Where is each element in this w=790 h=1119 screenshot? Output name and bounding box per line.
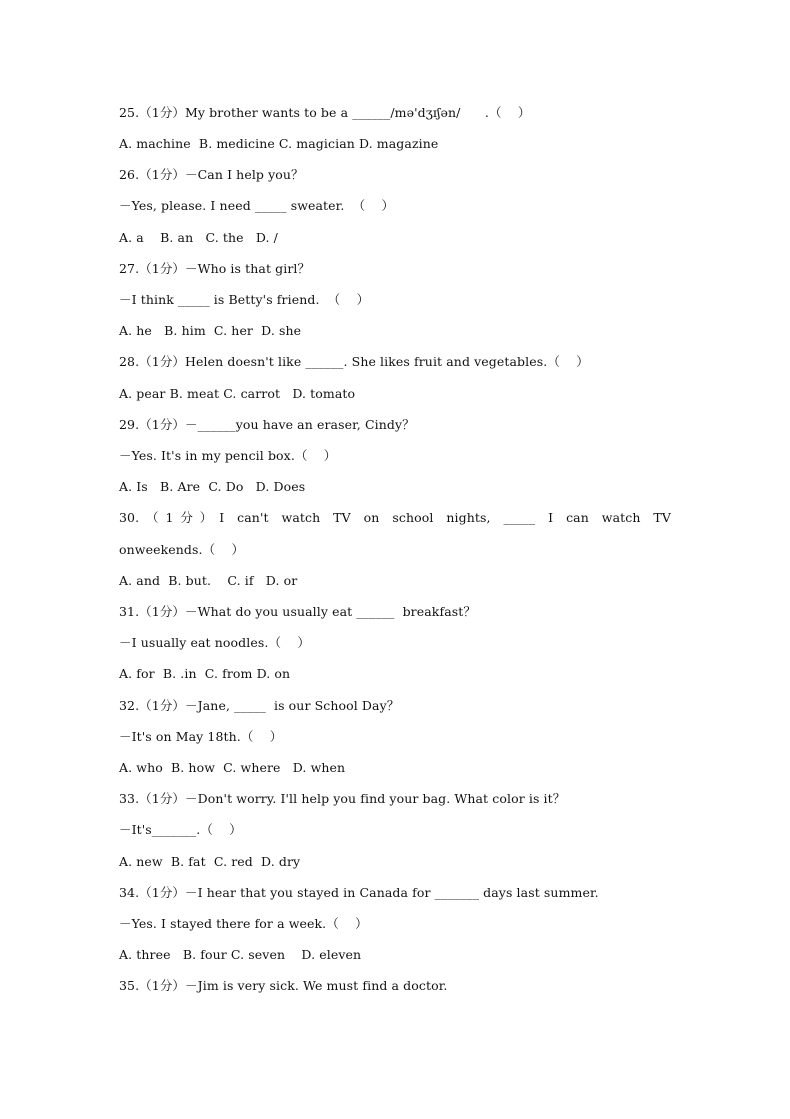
question-32-reply: －It's on May 18th.（ ） [119, 729, 283, 744]
question-25-stem: 25.（1分）My brother wants to be a ______/mə'dʒɪʃən/ .（ ） [119, 105, 531, 120]
question-34-reply: －Yes. I stayed there for a week.（ ） [119, 916, 368, 931]
question-31-stem: 31.（1分）－What do you usually eat ______ breakfast？ [119, 604, 477, 619]
question-33-stem: 33.（1分）－Don't worry. I'll help you find your bag. What color is it？ [119, 791, 566, 806]
question-34-stem: 34.（1分）－I hear that you stayed in Canada for _______ days last summer. [119, 885, 599, 900]
question-32-stem: 32.（1分）－Jane, _____ is our School Day？ [119, 698, 400, 713]
question-29-stem: 29.（1分）－______you have an eraser, Cindy？ [119, 417, 415, 432]
question-26-options: A. a B. an C. the D. / [119, 230, 278, 245]
question-31-options: A. for B. .in C. from D. on [119, 666, 291, 681]
question-27-options: A. he B. him C. her D. she [119, 323, 302, 338]
question-34-options: A. three B. four C. seven D. eleven [119, 947, 362, 962]
question-30-stem-continued: onweekends.（ ） [119, 542, 245, 557]
question-29-options: A. Is B. Are C. Do D. Does [119, 479, 306, 494]
question-28-options: A. pear B. meat C. carrot D. tomato [119, 386, 356, 401]
question-35-stem: 35.（1分）－Jim is very sick. We must find a doctor. [119, 978, 448, 993]
question-31-reply: －I usually eat noodles.（ ） [119, 635, 310, 650]
question-28-stem: 28.（1分）Helen doesn't like ______. She likes fruit and vegetables.（ ） [119, 354, 589, 369]
question-32-options: A. who B. how C. where D. when [119, 760, 346, 775]
question-27-stem: 27.（1分）－Who is that girl？ [119, 261, 311, 276]
question-29-reply: －Yes. It's in my pencil box.（ ） [119, 448, 337, 463]
question-26-stem: 26.（1分）－Can I help you？ [119, 167, 304, 182]
question-30-stem: 30.（1分）I can't watch TV on school nights, _____ I can watch TV [119, 510, 671, 525]
question-33-options: A. new B. fat C. red D. dry [119, 854, 301, 869]
question-27-reply: －I think _____ is Betty's friend. （ ） [119, 292, 370, 307]
question-33-reply: －It's_______.（ ） [119, 822, 242, 837]
question-26-reply: －Yes, please. I need _____ sweater. （ ） [119, 198, 395, 213]
question-25-options: A. machine B. medicine C. magician D. magazine [119, 136, 439, 151]
question-30-options: A. and B. but. C. if D. or [119, 573, 298, 588]
